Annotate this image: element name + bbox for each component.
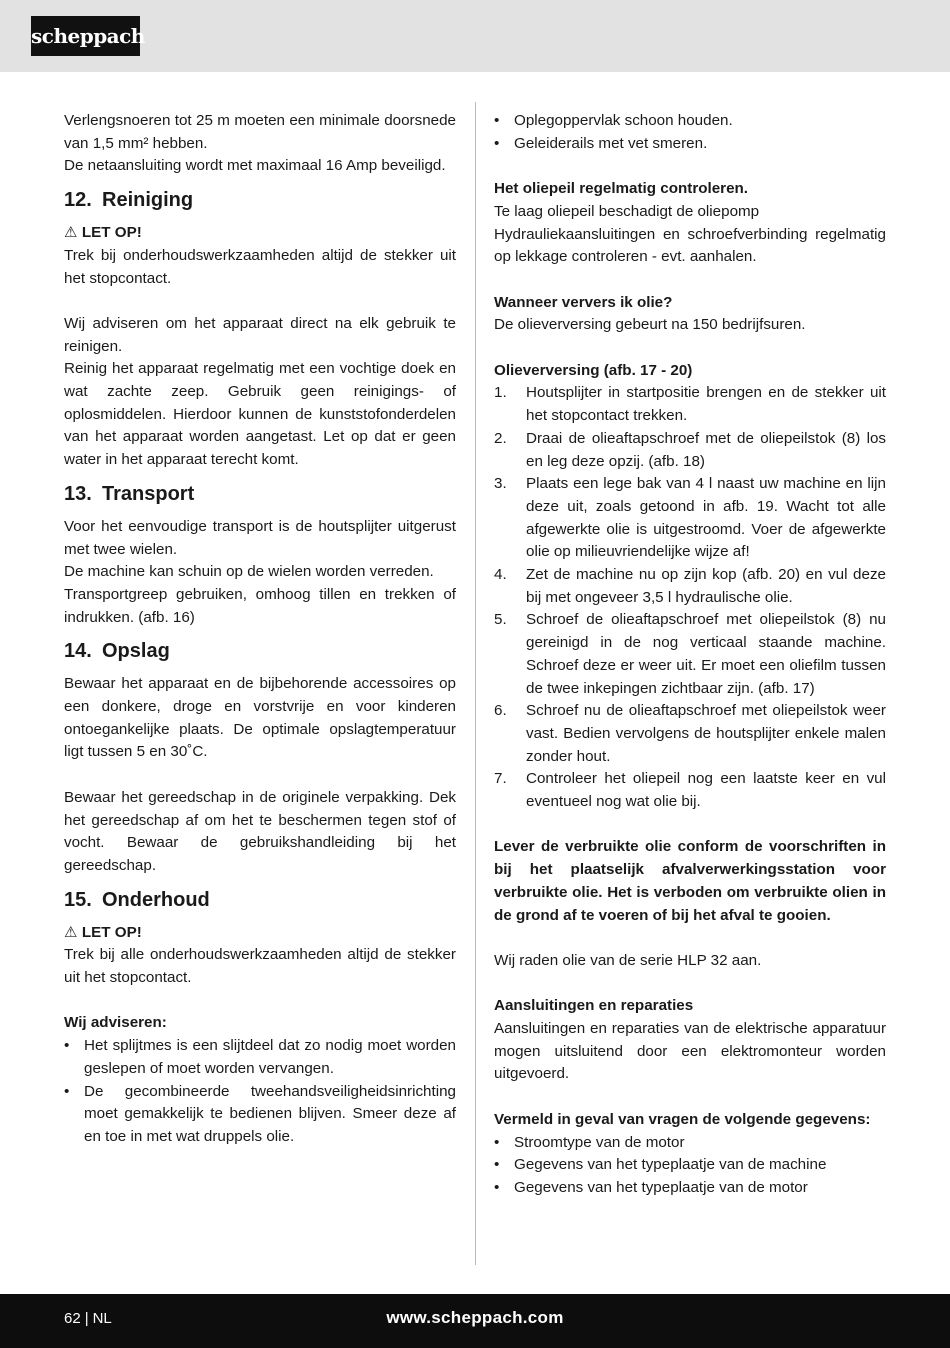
oil-change-question: Wanneer ververs ik olie? — [494, 293, 673, 311]
advice-list — [64, 1035, 456, 1149]
column-divider — [475, 102, 476, 1265]
list-item: 6. Schroef nu de olieaftapschroef met oliepeilstok weer vast. Bedien vervolgens de houtsplijter enkele malen zonder hout. — [494, 702, 886, 765]
section-14-heading: 14. Opslag — [64, 640, 170, 663]
left-column — [64, 110, 456, 1149]
paragraph: Wij raden olie van de serie HLP 32 aan. — [494, 951, 762, 969]
maintenance-list — [494, 110, 886, 155]
page-header — [0, 0, 950, 72]
list-item: 5. Schroef de olieaftapschroef met oliepeilstok (8) nu gereinigd in de nog verticaal staande machine. Schroef deze er weer uit. Er moet een oliefilm tussen de twee inkepingen zichtbaar zijn. (afb. 17) — [494, 611, 886, 697]
paragraph: Aansluitingen en reparaties van de elektrische apparatuur mogen uitsluitend door een elektromonteur worden uitgevoerd. — [494, 1020, 886, 1083]
oil-check-title: Het oliepeil regelmatig controleren. — [494, 180, 749, 198]
info-title: Vermeld in geval van vragen de volgende gegevens: — [494, 1110, 871, 1128]
intro-paragraph-1: Verlengsnoeren tot 25 m moeten een minimale doorsnede van 1,5 mm² hebben. — [64, 112, 456, 152]
warning-text: Trek bij onderhoudswerkzaamheden altijd de stekker uit het stopcontact. — [64, 246, 456, 287]
website-link[interactable]: www.scheppach.com — [386, 1308, 564, 1327]
section-15-heading: 15. Onderhoud — [64, 888, 210, 911]
paragraph: Wij adviseren om het apparaat direct na elk gebruik te reinigen. — [64, 314, 456, 355]
paragraph: Hydrauliekaansluitingen en schroefverbinding regelmatig op lekkage controleren - evt. aanhalen. — [494, 225, 886, 266]
right-column — [494, 110, 886, 1200]
connections-title: Aansluitingen en reparaties — [494, 997, 694, 1015]
steps-list — [494, 382, 886, 813]
list-item: • Gegevens van het typeplaatje van de machine — [494, 1154, 886, 1177]
info-list — [494, 1132, 886, 1200]
list-item: 2. Draai de olieaftapschroef met de oliepeilstok (8) los en leg deze opzij. (afb. 18) — [494, 429, 886, 470]
list-item: • Stroomtype van de motor — [494, 1132, 886, 1155]
list-item: • Het splijtmes is een slijtdeel dat zo nodig moet worden geslepen of moet worden vervangen. — [64, 1035, 456, 1080]
list-item: • Oplegoppervlak schoon houden. — [494, 110, 886, 133]
list-item: • Geleiderails met vet smeren. — [494, 133, 886, 156]
list-item: • De gecombineerde tweehandsveiligheidsinrichting moet gemakkelijk te bedienen blijven. Smeer deze af en toe in met wat druppels olie. — [64, 1081, 456, 1149]
advice-label: Wij adviseren: — [64, 1014, 167, 1032]
section-13-heading: 13. Transport — [64, 482, 195, 505]
section-12-heading: 12. Reiniging — [64, 189, 194, 212]
list-item: 3. Plaats een lege bak van 4 l naast uw machine en lijn deze uit, zoals getoond in afb. 19. Wacht tot alle afgewerkte olie is uitgestroomd. Voer de afgewerkte olie op milieuvriendelijke wijze af! — [494, 475, 886, 561]
intro-paragraph-2: De netaansluiting wordt met maximaal 16 Amp beveiligd. — [64, 157, 446, 175]
scheppach-logo: scheppach — [31, 16, 140, 56]
paragraph: Reinig het apparaat regelmatig met een vochtige doek en wat zachte zeep. Gebruik geen reinigings- of oplosmiddelen. Hierdoor kunnen de kunststofonderdelen van het apparaat worden aangetast. Let op dat er geen water in het apparaat terecht komt. — [64, 360, 456, 469]
paragraph: De olieverversing gebeurt na 150 bedrijfsuren. — [494, 316, 806, 334]
paragraph: De machine kan schuin op de wielen worden verreden. — [64, 563, 434, 581]
warning-icon: ⚠ — [64, 224, 78, 242]
paragraph: Te laag oliepeil beschadigt de oliepomp — [494, 202, 760, 220]
warning-text: Trek bij alle onderhoudswerkzaamheden altijd de stekker uit het stopcontact. — [64, 946, 456, 987]
list-item: 4. Zet de machine nu op zijn kop (afb. 20) en vul deze bij met ongeveer 3,5 l hydraulische olie. — [494, 566, 886, 606]
paragraph: Bewaar het gereedschap in de originele verpakking. Dek het gereedschap af om het te beschermen tegen stof of vocht. Bewaar de gebruikshandleiding bij het gereedschap. — [64, 788, 456, 874]
disposal-notice: Lever de verbruikte olie conform de voorschriften in bij het plaatselijk afvalverwerkingsstation voor verbruikte olie. Het is verboden om verbruikte olien in de grond af te voeren of bij het afval te gooien. — [494, 838, 886, 924]
page-footer — [0, 1294, 950, 1348]
steps-title: Olieverversing (afb. 17 - 20) — [494, 361, 693, 379]
warning-icon: ⚠ — [64, 923, 78, 941]
list-item: 7. Controleer het oliepeil nog een laatste keer en vul eventueel nog wat olie bij. — [494, 770, 886, 811]
list-item: • Gegevens van het typeplaatje van de motor — [494, 1177, 886, 1200]
paragraph: Transportgreep gebruiken, omhoog tillen en trekken of indrukken. (afb. 16) — [64, 585, 456, 626]
list-item: 1. Houtsplijter in startpositie brengen en de stekker uit het stopcontact trekken. — [494, 384, 886, 425]
page-number: 62 | NL — [64, 1310, 112, 1327]
paragraph: Voor het eenvoudige transport is de houtsplijter uitgerust met twee wielen. — [64, 517, 456, 558]
warning-label: ⚠ LET OP! — [64, 922, 456, 945]
paragraph: Bewaar het apparaat en de bijbehorende accessoires op een donkere, droge en vorstvrije en voor kinderen ontoegankelijke plaats. De optimale opslagtemperatuur ligt tussen 5 en 30˚C. — [64, 675, 456, 761]
warning-label: ⚠ LET OP! — [64, 222, 456, 245]
